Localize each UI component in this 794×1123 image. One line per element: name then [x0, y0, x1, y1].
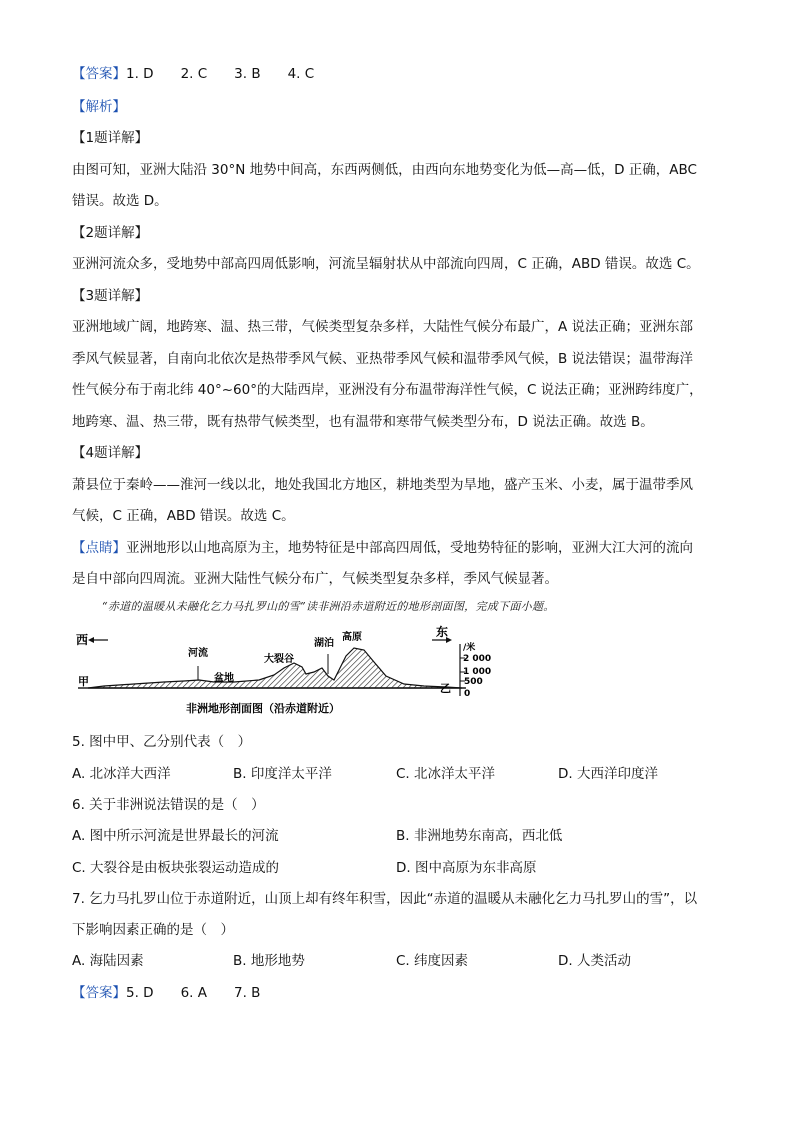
figure-caption: “赤道的温暖从未融化乞力马扎罗山的雪”读非洲沿赤道附近的地形剖面图，完成下面小题。 — [102, 600, 555, 613]
q7-stem-line: 7. 乞力马扎罗山位于赤道附近，山顶上却有终年积雪，因此“赤道的温暖从未融化乞力马扎罗山的雪”，以 — [72, 891, 698, 907]
west-arrowhead — [88, 637, 94, 643]
q5-stem: 5. 图中甲、乙分别代表（ ） — [72, 734, 252, 750]
q7-option-b: B. 地形地势 — [233, 953, 305, 969]
q4-text-line: 气候，C 正确，ABD 错误。故选 C。 — [72, 508, 295, 524]
q6-stem: 6. 关于非洲说法错误的是（ ） — [72, 797, 265, 813]
answer-line-1 — [72, 64, 314, 84]
q5-option-a: A. 北冰洋大西洋 — [72, 766, 171, 782]
summary-tag: 【点睛】 — [72, 540, 126, 556]
plateau-label: 高原 — [342, 632, 362, 643]
basin-label: 盆地 — [214, 673, 234, 684]
scale-label: 2 000 — [463, 654, 492, 664]
rift-label: 大裂谷 — [264, 654, 294, 665]
yi-label: 乙 — [440, 682, 451, 695]
east-label: 东 — [436, 625, 449, 639]
q3-text-line: 亚洲地域广阔，地跨寒、温、热三带，气候类型复杂多样，大陆性气候分布最广，A 说法正确；亚洲东部 — [72, 319, 694, 335]
q5-option-c: C. 北冰洋太平洋 — [396, 766, 496, 782]
q7-option-d: D. 人类活动 — [558, 953, 631, 969]
q7-option-a: A. 海陆因素 — [72, 953, 144, 969]
figure-title: 非洲地形剖面图（沿赤道附近） — [186, 702, 340, 715]
q3-text-line: 性气候分布于南北纬 40°~60°的大陆西岸，亚洲没有分布温带海洋性气候，C 说法正确；亚洲跨纬度广， — [72, 382, 703, 398]
q6-option-b: B. 非洲地势东南高，西北低 — [396, 828, 563, 844]
answer-tag: 【答案】 — [72, 66, 126, 82]
q2-heading: 【2题详解】 — [72, 225, 149, 241]
q4-heading: 【4题详解】 — [72, 445, 149, 461]
q3-text-line: 季风气候显著，自南向北依次是热带季风气候、亚热带季风气候和温带季风气候，B 说法错误；温带海洋 — [72, 351, 694, 367]
q1-heading: 【1题详解】 — [72, 130, 149, 146]
terrain-profile-figure — [74, 625, 492, 722]
q7-option-c: C. 纬度因素 — [396, 953, 469, 969]
q6-option-d: D. 图中高原为东非高原 — [396, 860, 537, 876]
scale-label: 0 — [464, 689, 471, 699]
answer-text: 1. D 2. C 3. B 4. C — [126, 66, 315, 82]
q2-text-line: 亚洲河流众多，受地势中部高四周低影响，河流呈辐射状从中部流向四周，C 正确，ABD 错误。故选 C。 — [72, 256, 700, 272]
summary-line: 是自中部向四周流。亚洲大陆性气候分布广，气候类型复杂多样，季风气候显著。 — [72, 571, 558, 587]
q6-option-c: C. 大裂谷是由板块张裂运动造成的 — [72, 860, 280, 876]
q6-option-a: A. 图中所示河流是世界最长的河流 — [72, 828, 279, 844]
jia-label: 甲 — [78, 675, 89, 688]
analysis-label: 【解析】 — [72, 99, 126, 115]
river-label: 河流 — [188, 648, 208, 659]
summary-line — [72, 538, 693, 558]
answer-line-2 — [72, 983, 260, 1003]
q5-option-b: B. 印度洋太平洋 — [233, 766, 332, 782]
q3-text-line: 地跨寒、温、热三带，既有热带气候类型，也有温带和寒带气候类型分布，D 说法正确。故选 B。 — [72, 414, 654, 430]
scale-label: 500 — [464, 677, 483, 687]
q1-text-line: 错误。故选 D。 — [72, 193, 168, 209]
lake-label: 湖泊 — [314, 638, 334, 649]
answer-tag: 【答案】 — [72, 985, 126, 1001]
summary-text: 亚洲地形以山地高原为主，地势特征是中部高四周低，受地势特征的影响，亚洲大江大河的流向 — [126, 540, 693, 556]
west-label: 西 — [76, 633, 89, 647]
q3-heading: 【3题详解】 — [72, 288, 149, 304]
q5-option-d: D. 大西洋印度洋 — [558, 766, 658, 782]
q4-text-line: 萧县位于秦岭——淮河一线以北，地处我国北方地区，耕地类型为旱地，盛产玉米、小麦，属于温带季风 — [72, 477, 693, 493]
scale-label: 1 000 — [463, 667, 492, 677]
q7-stem-line: 下影响因素正确的是（ ） — [72, 922, 234, 938]
q1-text-line: 由图可知，亚洲大陆沿 30°N 地势中间高，东西两侧低，由西向东地势变化为低—高—低，D 正确，ABC — [72, 162, 697, 178]
unit-label: /米 — [463, 643, 476, 653]
answer-text: 5. D 6. A 7. B — [126, 985, 261, 1001]
